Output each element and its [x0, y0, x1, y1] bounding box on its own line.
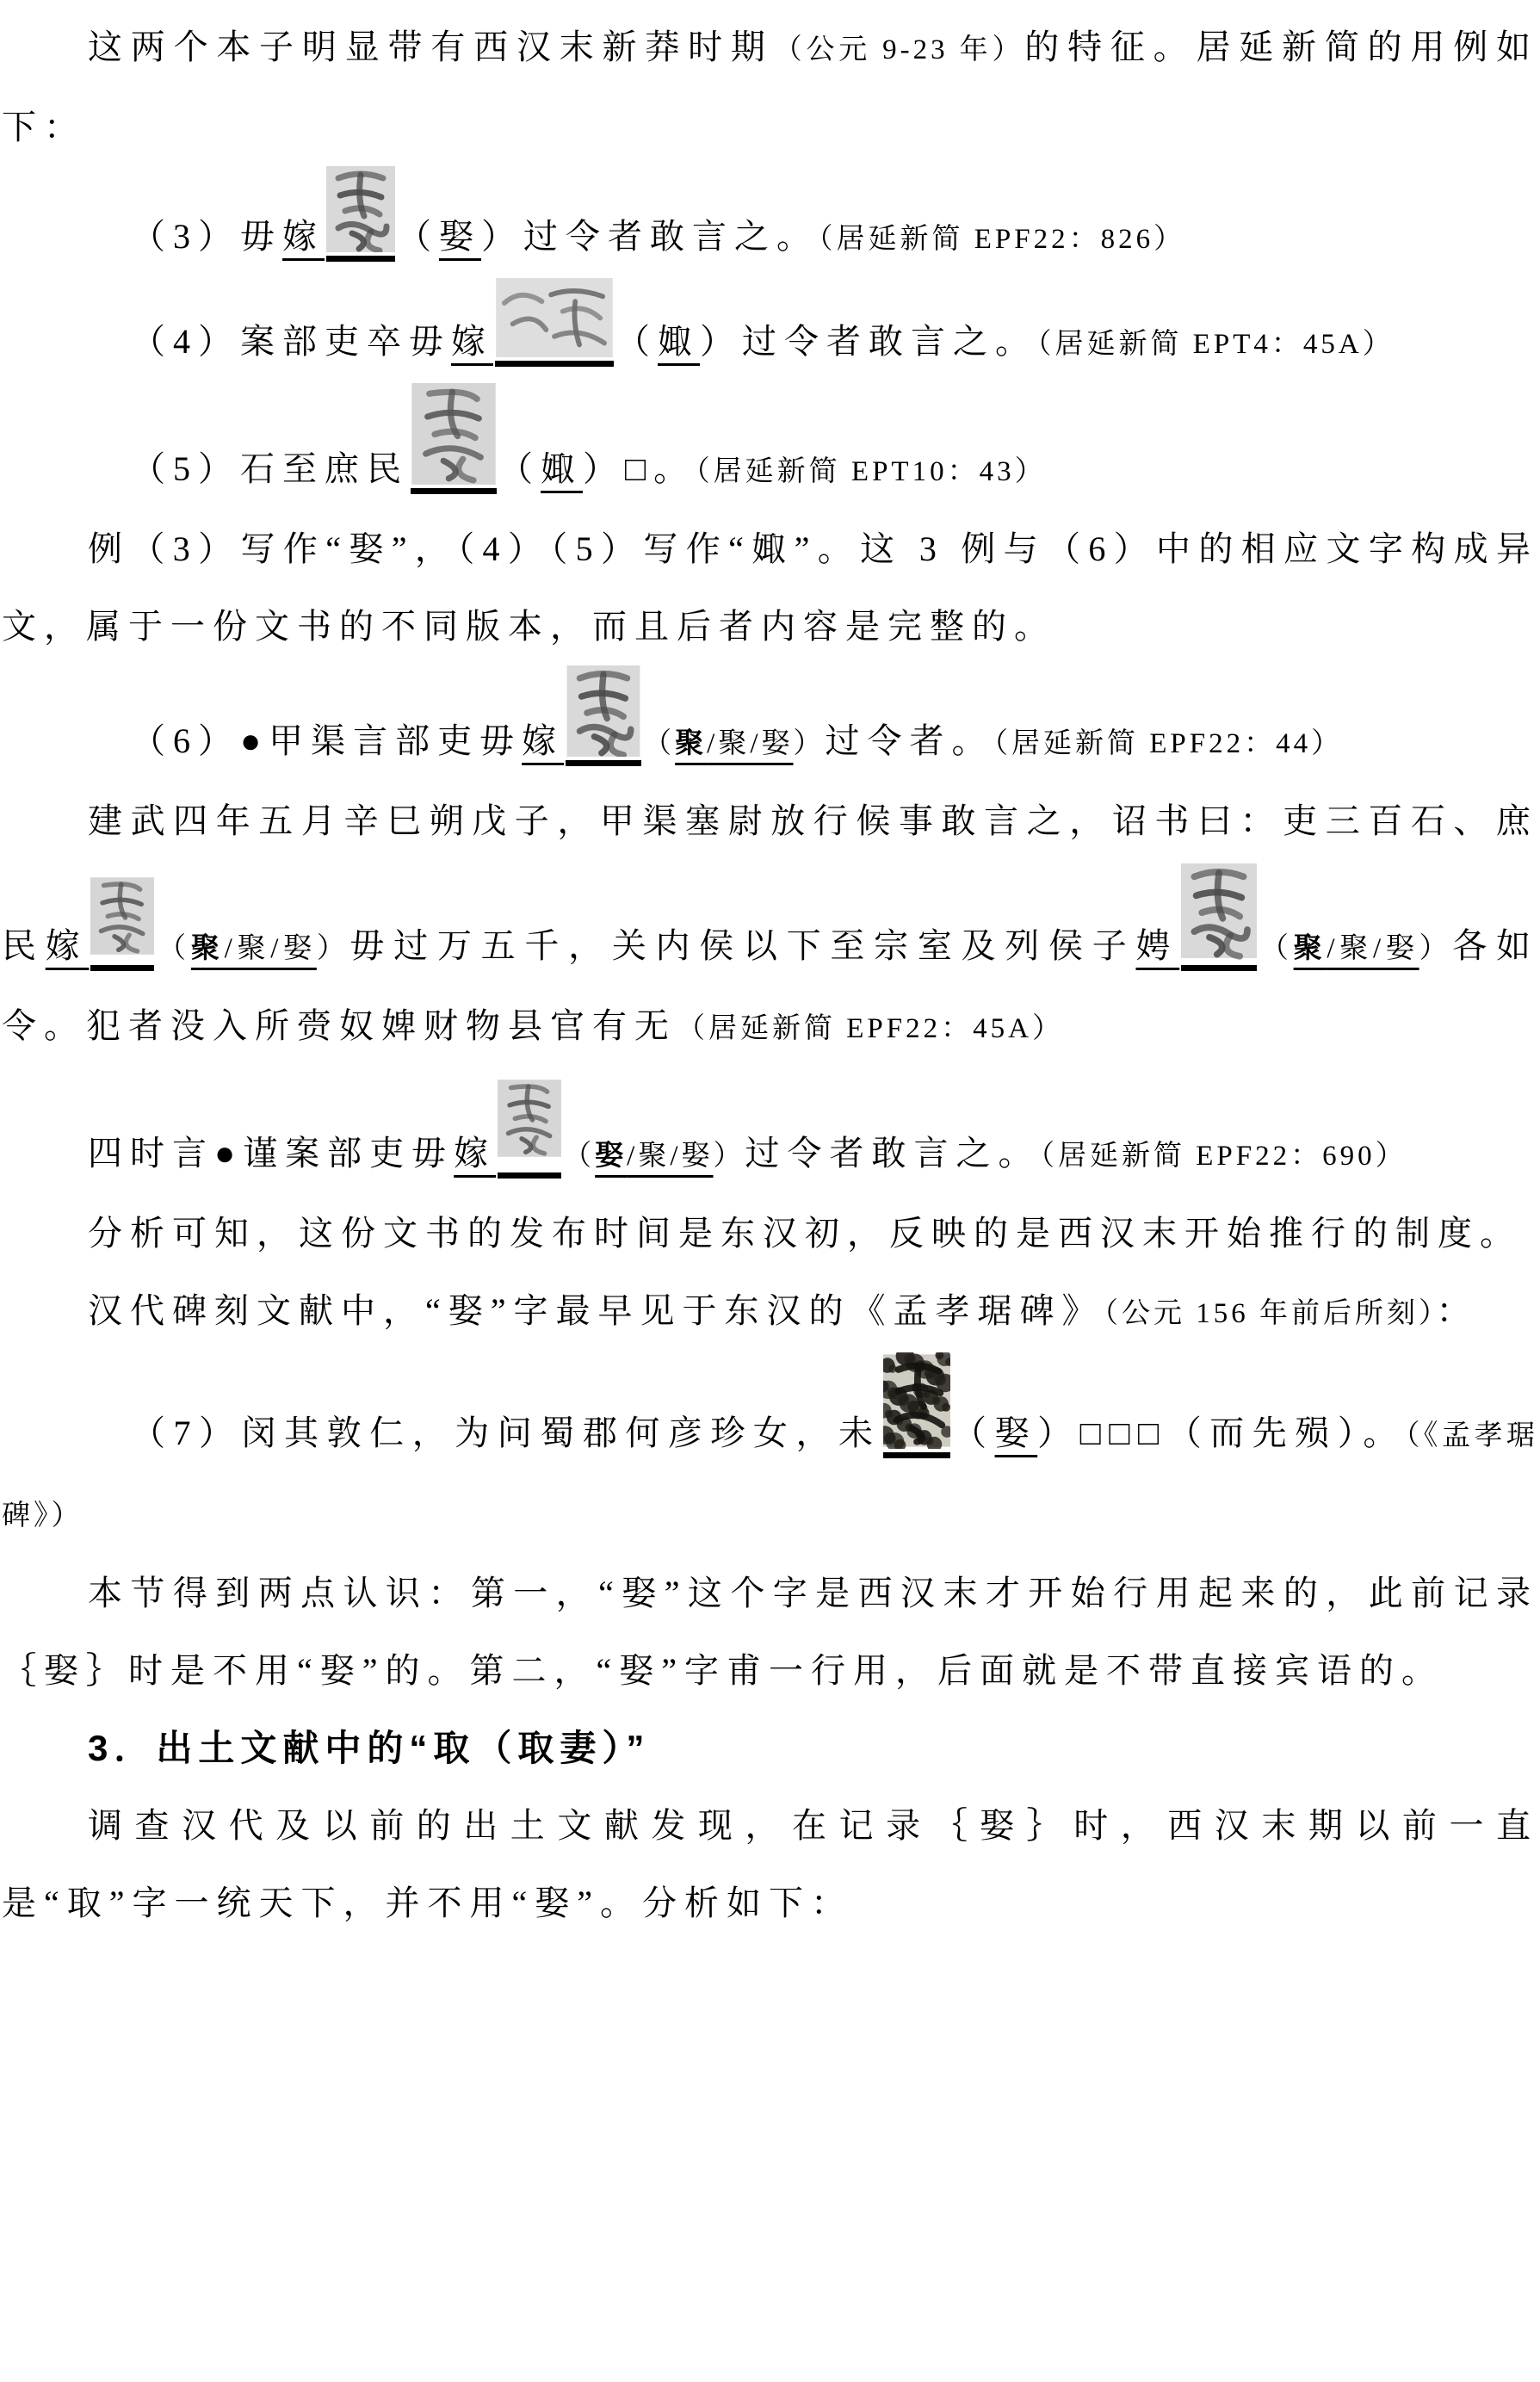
slip-glyph-6 — [566, 665, 641, 766]
variant-character-run: 娶 — [595, 1138, 628, 1172]
text-run: ）过令者敢言之。 — [700, 322, 1037, 361]
underlined-run: 嫁 — [45, 926, 90, 965]
text-run: 的特征。居延新简的用例如下： — [2, 28, 1539, 146]
slip-glyph-3 — [326, 166, 395, 262]
example-6 — [2, 665, 1538, 783]
citation-run: （ — [563, 1141, 596, 1172]
underlined-run: 娉 — [1135, 926, 1180, 965]
underlined-run: 娶 — [994, 1414, 1038, 1452]
variant-character-run: 聚 — [675, 726, 708, 759]
para-intro — [2, 9, 1538, 166]
text-run: 汉代碑刻文献中，“娶”字最早见于东汉的《孟孝琚碑》 — [88, 1291, 1104, 1330]
citation-run: （公元 156 年前后所刻） — [1104, 1298, 1437, 1329]
text-run: 3．出土文献中的“取（取妻）” — [88, 1728, 651, 1768]
quote-epf22-690 — [2, 1067, 1538, 1195]
para-analysis — [2, 1195, 1538, 1272]
text-run: 四时言●谨案部吏毋 — [88, 1134, 455, 1172]
text-run: （3）毋 — [131, 217, 282, 256]
slip-glyph-5 — [411, 383, 497, 494]
example-7 — [2, 1352, 1538, 1555]
para-stele-intro — [2, 1272, 1538, 1352]
underlined-transcription-run: /聚/娶 — [224, 933, 317, 964]
underlined-run: 嫁 — [454, 1134, 497, 1172]
text-run: （4）案部吏卒毋 — [131, 322, 451, 361]
underlined-run: 娶 — [439, 217, 481, 256]
citation-run: （ — [1259, 933, 1294, 964]
section-heading-3 — [2, 1710, 1538, 1787]
stone-glyph-7 — [883, 1352, 950, 1458]
text-run: 分析可知，这份文书的发布时间是东汉初，反映的是西汉末开始推行的制度。 — [88, 1214, 1522, 1253]
citation-run: （居延新简 EPF22：45A） — [677, 1013, 1064, 1044]
text-run: 这两个本子明显带有西汉末新莽时期 — [88, 28, 774, 66]
underlined-transcription-run: /聚/娶 — [627, 1141, 714, 1172]
citation-run: ） — [713, 1141, 745, 1172]
text-run: 调查汉代及以前的出土文献发现，在记录｛娶｝时，西汉末期以前一直是“取”字一统天下，并不用“娶”。分析如下： — [2, 1806, 1538, 1922]
citation-run: （公元 9-23 年） — [773, 34, 1025, 65]
citation-run: （居延新简 EPT4：45A） — [1037, 329, 1395, 360]
text-run: （5）石至庶民 — [131, 449, 409, 488]
text-run: 毋过万五千，关内侯以下至宗室及列侯子 — [349, 926, 1136, 965]
text-run: 本节得到两点认识：第一，“娶”这个字是西汉末才开始行用起来的，此前记录｛娶｝时是不用“娶”的。第二，“娶”字甫一行用，后面就是不带直接宾语的。 — [2, 1574, 1538, 1690]
example-3 — [2, 166, 1538, 278]
citation-run: （ — [643, 728, 676, 759]
example-4 — [2, 278, 1538, 383]
slip-glyph-4 — [495, 278, 614, 367]
text-run: （6）●甲渠言部吏毋 — [131, 721, 523, 760]
citation-run: （居延新简 EPF22：690） — [1040, 1141, 1407, 1172]
underlined-transcription-run: /聚/娶 — [707, 728, 794, 759]
citation-run: （居延新简 EPF22：44） — [993, 728, 1344, 759]
text-run: ： — [1436, 1291, 1479, 1330]
text-run: （ — [615, 322, 658, 361]
citation-run: （居延新简 EPT10：43） — [696, 456, 1047, 487]
slip-glyph-8 — [498, 1067, 561, 1179]
citation-run: ） — [793, 728, 826, 759]
citation-run: （ — [156, 933, 191, 964]
para-variants — [2, 510, 1538, 665]
text-run: （7）闵其敦仁，为问蜀郡何彦珍女，未 — [131, 1414, 881, 1452]
text-run: ）□。 — [583, 449, 696, 488]
text-run: 过令者敢言之。 — [745, 1134, 1041, 1172]
citation-run: （《孟孝琚碑》） — [2, 1420, 1539, 1531]
slip-glyph-7b — [1181, 860, 1257, 971]
quote-epf22-45a — [2, 783, 1538, 1067]
underlined-run: 娵 — [541, 449, 583, 488]
underlined-run: 嫁 — [282, 217, 325, 256]
underlined-run: 嫁 — [522, 721, 565, 760]
citation-run: ） — [1419, 933, 1453, 964]
variant-character-run: 聚 — [1293, 931, 1327, 964]
slip-glyph-7a — [90, 870, 154, 971]
citation-run: （居延新简 EPF22：826） — [819, 224, 1186, 255]
text-run: （ — [951, 1414, 995, 1452]
variant-character-run: 聚 — [190, 931, 225, 964]
text-run: 各如令。犯者没入所赍奴婢财物县官有无 — [2, 926, 1538, 1045]
text-run: （ — [397, 217, 439, 256]
text-run: ）□□□（而先殒）。 — [1037, 1414, 1406, 1452]
text-run: ）过令者敢言之。 — [481, 217, 819, 256]
example-5 — [2, 383, 1538, 510]
underlined-run: 嫁 — [451, 322, 493, 361]
underlined-transcription-run: /聚/娶 — [1327, 933, 1419, 964]
text-run: 建武四年五月辛巳朔戊子，甲渠塞尉放行候事敢言之，诏书曰：吏三百石、庶民 — [2, 801, 1538, 965]
text-run: （ — [498, 449, 541, 488]
para-section3-intro — [2, 1787, 1538, 1942]
text-run: 例（3）写作“娶”，（4）（5）写作“娵”。这 3 例与（6）中的相应文字构成异文，属于一份文书的不同版本，而且后者内容是完整的。 — [2, 529, 1538, 646]
underlined-run: 娵 — [658, 322, 700, 361]
citation-run: ） — [316, 933, 350, 964]
para-conclusions — [2, 1555, 1538, 1710]
text-run: 过令者。 — [825, 721, 994, 760]
